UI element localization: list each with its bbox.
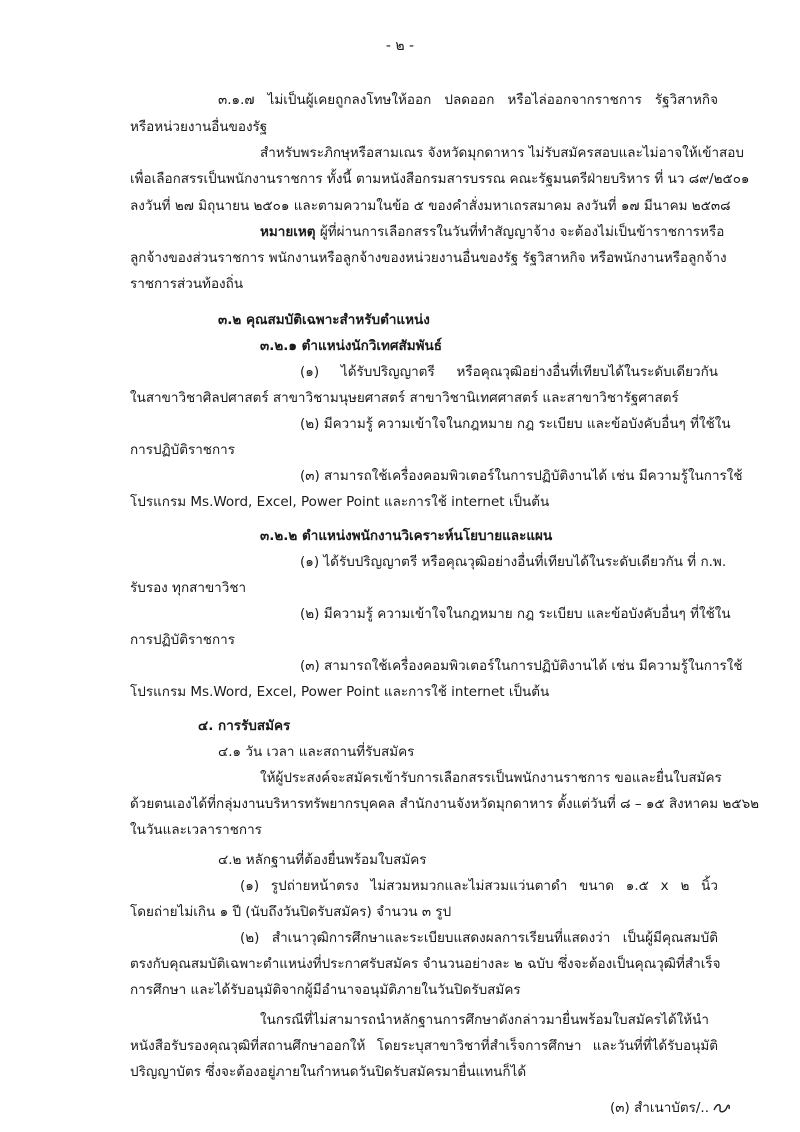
note-paragraph-line-2: ลูกจ้างของส่วนราชการ พนักงานหรือลูกจ้างของหน่วยงานอื่นของรัฐ รัฐวิสาหกิจ หรือพนักงานหรือลูกจ้าง — [130, 250, 727, 266]
section-4-2-item-1-line-1: (๑) รูปถ่ายหน้าตรง ไม่สวมหมวกและไม่สวมแว่นตาดำ ขนาด ๑.๕ x ๒ นิ้ว — [240, 878, 718, 894]
section-4-2-item-2-line-3: การศึกษา และได้รับอนุมัติจากผู้มีอำนาจอนุมัติภายในวันปิดรับสมัคร — [130, 982, 521, 998]
section-4-heading: ๔. การรับสมัคร — [198, 718, 291, 734]
position-2-item-3-line-2: โปรแกรม Ms.Word, Excel, Power Point และการใช้ internet เป็นต้น — [130, 684, 550, 700]
position-2-heading: ๓.๒.๒ ตำแหน่งพนักงานวิเคราะห์นโยบายและแผน — [260, 528, 553, 544]
note-paragraph-line-1 — [260, 222, 725, 242]
section-4-1-line-1: ให้ผู้ประสงค์จะสมัครเข้ารับการเลือกสรรเป็นพนักงานราชการ ขอและยื่นใบสมัคร — [260, 770, 722, 786]
monks-paragraph-line-2: เพื่อเลือกสรรเป็นพนักงานราชการ ทั้งนี้ ตามหนังสือกรมสารบรรณ คณะรัฐมนตรีฝ่ายบริหาร ที่ นว ๘๙/๒๕๐๑ — [130, 171, 750, 187]
section-4-1-line-3: ในวันและเวลาราชการ — [130, 822, 262, 838]
monks-paragraph-line-1: สำหรับพระภิกษุหรือสามเณร จังหวัดมุกดาหาร ไม่รับสมัครสอบและไม่อาจให้เข้าสอบ — [260, 145, 744, 161]
section-4-2-item-1-line-2: โดยถ่ายไม่เกิน ๑ ปี (นับถึงวันปิดรับสมัคร) จำนวน ๓ รูป — [130, 904, 452, 920]
initials-signature-icon — [713, 1102, 731, 1114]
position-2-item-1-line-1: (๑) ได้รับปริญญาตรี หรือคุณวุฒิอย่างอื่นที่เทียบได้ในระดับเดียวกัน ที่ ก.พ. — [300, 554, 727, 570]
position-1-item-3-line-2: โปรแกรม Ms.Word, Excel, Power Point และการใช้ internet เป็นต้น — [130, 494, 550, 510]
position-1-item-1-line-1: (๑) ได้รับปริญญาตรี หรือคุณวุฒิอย่างอื่นที่เทียบได้ในระดับเดียวกัน — [300, 364, 718, 380]
section-4-2-heading: ๔.๒ หลักฐานที่ต้องยื่นพร้อมใบสมัคร — [218, 852, 427, 868]
position-1-item-1-line-2: ในสาขาวิชาศิลปศาสตร์ สาขาวิชามนุษยศาสตร์ สาขาวิชานิเทศศาสตร์ และสาขาวิชารัฐศาสตร์ — [130, 390, 679, 406]
clause-3-1-7-line-1: ๓.๑.๗ ไม่เป็นผู้เคยถูกลงโทษให้ออก ปลดออก หรือไล่ออกจากราชการ รัฐวิสาหกิจ — [218, 92, 718, 108]
position-2-item-1-line-2: รับรอง ทุกสาขาวิชา — [130, 580, 247, 596]
section-4-2-paragraph-line-2: หนังสือรับรองคุณวุฒิที่สถานศึกษาออกให้ โดยระบุสาขาวิชาที่สำเร็จการศึกษา และวันที่ที่ได้รับอนุมัติ — [130, 1038, 718, 1054]
position-1-item-2-line-2: การปฏิบัติราชการ — [130, 442, 235, 458]
monks-paragraph-line-3: ลงวันที่ ๒๗ มิถุนายน ๒๕๐๑ และตามความในข้อ ๕ ของคำสั่งมหาเถรสมาคม ลงวันที่ ๑๗ มีนาคม ๒๕๓๘ — [130, 198, 731, 214]
section-4-2-item-2-line-2: ตรงกับคุณสมบัติเฉพาะตำแหน่งที่ประกาศรับสมัคร จำนวนอย่างละ ๒ ฉบับ ซึ่งจะต้องเป็นคุณวุฒิที่สำเร็จ — [130, 956, 721, 972]
continuation-text: (๓) สำเนาบัตร/.. — [610, 1100, 710, 1116]
position-2-item-2-line-1: (๒) มีความรู้ ความเข้าใจในกฎหมาย กฎ ระเบียบ และข้อบังคับอื่นๆ ที่ใช้ใน — [300, 606, 731, 622]
section-4-1-line-2: ด้วยตนเองได้ที่กลุ่มงานบริหารทรัพยากรบุคคล สำนักงานจังหวัดมุกดาหาร ตั้งแต่วันที่ ๘ – ๑๕ สิงหาคม ๒๕๖๒ — [130, 796, 760, 812]
section-3-2-heading: ๓.๒ คุณสมบัติเฉพาะสำหรับตำแหน่ง — [218, 312, 430, 328]
position-2-item-2-line-2: การปฏิบัติราชการ — [130, 632, 235, 648]
continuation-note — [610, 1098, 731, 1118]
note-label: หมายเหตุ — [260, 224, 316, 240]
position-1-heading: ๓.๒.๑ ตำแหน่งนักวิเทศสัมพันธ์ — [260, 338, 442, 354]
note-paragraph-line-3: ราชการส่วนท้องถิ่น — [130, 276, 244, 292]
page-number: - ๒ - — [385, 38, 415, 54]
section-4-2-paragraph-line-3: ปริญญาบัตร ซึ่งจะต้องอยู่ภายในกำหนดวันปิดรับสมัครมายื่นแทนก็ได้ — [130, 1064, 527, 1080]
note-text: ผู้ที่ผ่านการเลือกสรรในวันที่ทำสัญญาจ้าง จะต้องไม่เป็นข้าราชการหรือ — [315, 224, 725, 240]
section-4-1-heading: ๔.๑ วัน เวลา และสถานที่รับสมัคร — [218, 744, 415, 760]
section-4-2-item-2-line-1: (๒) สำเนาวุฒิการศึกษาและระเบียบแสดงผลการเรียนที่แสดงว่า เป็นผู้มีคุณสมบัติ — [240, 930, 718, 946]
position-1-item-2-line-1: (๒) มีความรู้ ความเข้าใจในกฎหมาย กฎ ระเบียบ และข้อบังคับอื่นๆ ที่ใช้ใน — [300, 416, 731, 432]
position-2-item-3-line-1: (๓) สามารถใช้เครื่องคอมพิวเตอร์ในการปฏิบัติงานได้ เช่น มีความรู้ในการใช้ — [300, 658, 743, 674]
clause-3-1-7-line-2: หรือหน่วยงานอื่นของรัฐ — [130, 119, 268, 135]
position-1-item-3-line-1: (๓) สามารถใช้เครื่องคอมพิวเตอร์ในการปฏิบัติงานได้ เช่น มีความรู้ในการใช้ — [300, 468, 743, 484]
section-4-2-paragraph-line-1: ในกรณีที่ไม่สามารถนำหลักฐานการศึกษาดังกล่าวมายื่นพร้อมใบสมัครได้ให้นำ — [260, 1012, 709, 1028]
